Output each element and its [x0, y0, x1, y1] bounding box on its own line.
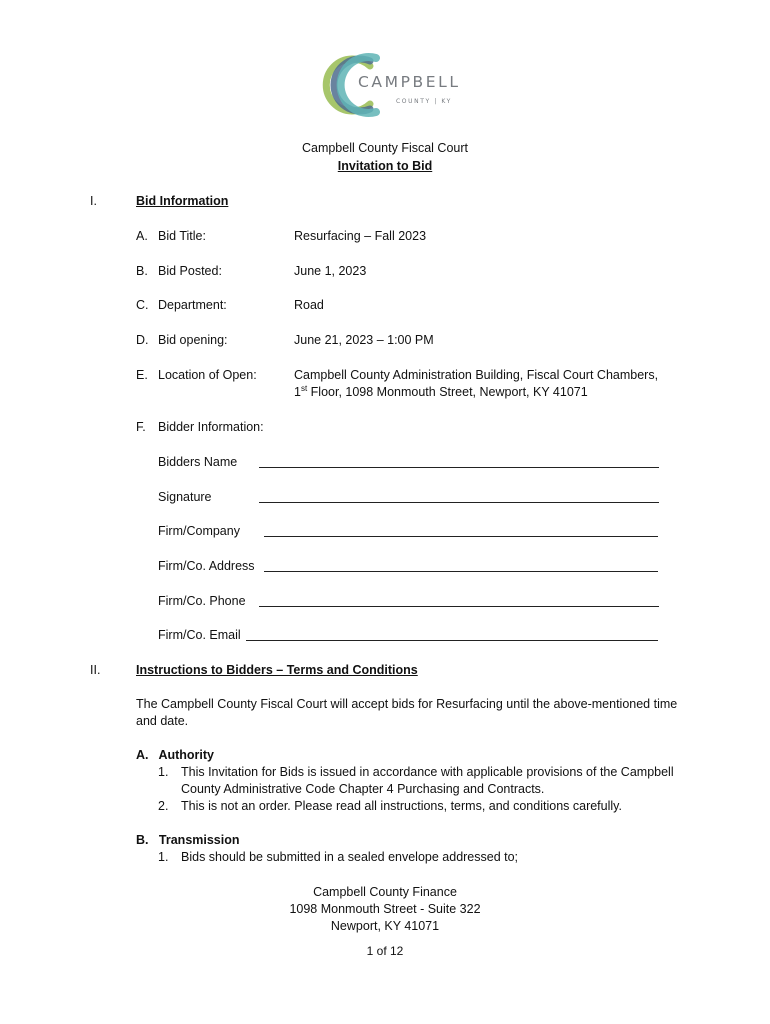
department-label: Department:	[158, 298, 227, 312]
authority-heading: A. Authority	[136, 748, 215, 762]
address-line-2: 1098 Monmouth Street - Suite 322	[289, 902, 481, 916]
location-address: Floor, 1098 Monmouth Street, Newport, KY 41071	[307, 385, 588, 399]
section-1-heading: Bid Information	[136, 194, 229, 208]
firm-email-field[interactable]	[246, 640, 658, 641]
bid-opening-label: Bid opening:	[158, 333, 228, 347]
firm-address-label: Firm/Co. Address	[158, 559, 255, 573]
authority-item-1-line2: County Administrative Code Chapter 4 Purchasing and Contracts.	[181, 782, 545, 796]
firm-email-label: Firm/Co. Email	[158, 628, 241, 642]
item-letter: F.	[136, 420, 146, 434]
authority-item-1-line1: This Invitation for Bids is issued in accordance with applicable provisions of the Campbell	[181, 765, 674, 779]
item-letter: E.	[136, 368, 148, 382]
bid-posted-value: June 1, 2023	[294, 264, 367, 278]
item-letter: C.	[136, 298, 149, 312]
transmission-heading: B. Transmission	[136, 833, 240, 847]
firm-company-label: Firm/Company	[158, 524, 240, 538]
intro-line-2: and date.	[136, 714, 189, 728]
address-line-3: Newport, KY 41071	[330, 919, 440, 933]
bid-title-value: Resurfacing – Fall 2023	[294, 229, 427, 243]
bid-title-label: Bid Title:	[158, 229, 206, 243]
location-label: Location of Open:	[158, 368, 257, 382]
signature-label: Signature	[158, 490, 212, 504]
department-value: Road	[294, 298, 324, 312]
firm-address-field[interactable]	[264, 571, 658, 572]
section-2-heading: Instructions to Bidders – Terms and Conditions	[136, 663, 418, 677]
floor-suffix: st	[300, 383, 308, 393]
bidders-name-label: Bidders Name	[158, 455, 238, 469]
page-number: 1 of 12	[366, 944, 404, 958]
campbell-county-logo	[320, 52, 461, 118]
signature-field[interactable]	[259, 502, 659, 503]
intro-line-1: The Campbell County Fiscal Court will accept bids for Resurfacing until the above-mentioned time	[136, 697, 678, 711]
bidder-information-label: Bidder Information:	[158, 420, 264, 434]
authority-item-number: 1.	[158, 765, 169, 779]
document-title: Invitation to Bid	[337, 159, 433, 173]
section-1-numeral: I.	[90, 194, 97, 208]
transmission-item-1: Bids should be submitted in a sealed envelope addressed to;	[181, 850, 519, 864]
item-letter: A.	[136, 229, 148, 243]
firm-phone-field[interactable]	[259, 606, 659, 607]
bidders-name-field[interactable]	[259, 467, 659, 468]
transmission-item-number: 1.	[158, 850, 169, 864]
authority-item-number: 2.	[158, 799, 169, 813]
bid-opening-value: June 21, 2023 – 1:00 PM	[294, 333, 434, 347]
bid-posted-label: Bid Posted:	[158, 264, 222, 278]
logo-wordmark: CAMPBELL	[358, 73, 461, 91]
location-value-line1: Campbell County Administration Building, Fiscal Court Chambers,	[294, 368, 659, 382]
section-2-numeral: II.	[90, 663, 101, 677]
org-name: Campbell County Fiscal Court	[301, 141, 469, 155]
logo-subtext: COUNTY | KY	[396, 98, 452, 105]
authority-item-2: This is not an order. Please read all instructions, terms, and conditions carefully.	[181, 799, 622, 813]
firm-company-field[interactable]	[264, 536, 658, 537]
location-value-line2	[294, 384, 588, 401]
firm-phone-label: Firm/Co. Phone	[158, 594, 246, 608]
floor-number: 1	[294, 385, 301, 399]
item-letter: B.	[136, 264, 148, 278]
address-line-1: Campbell County Finance	[313, 885, 457, 899]
item-letter: D.	[136, 333, 149, 347]
